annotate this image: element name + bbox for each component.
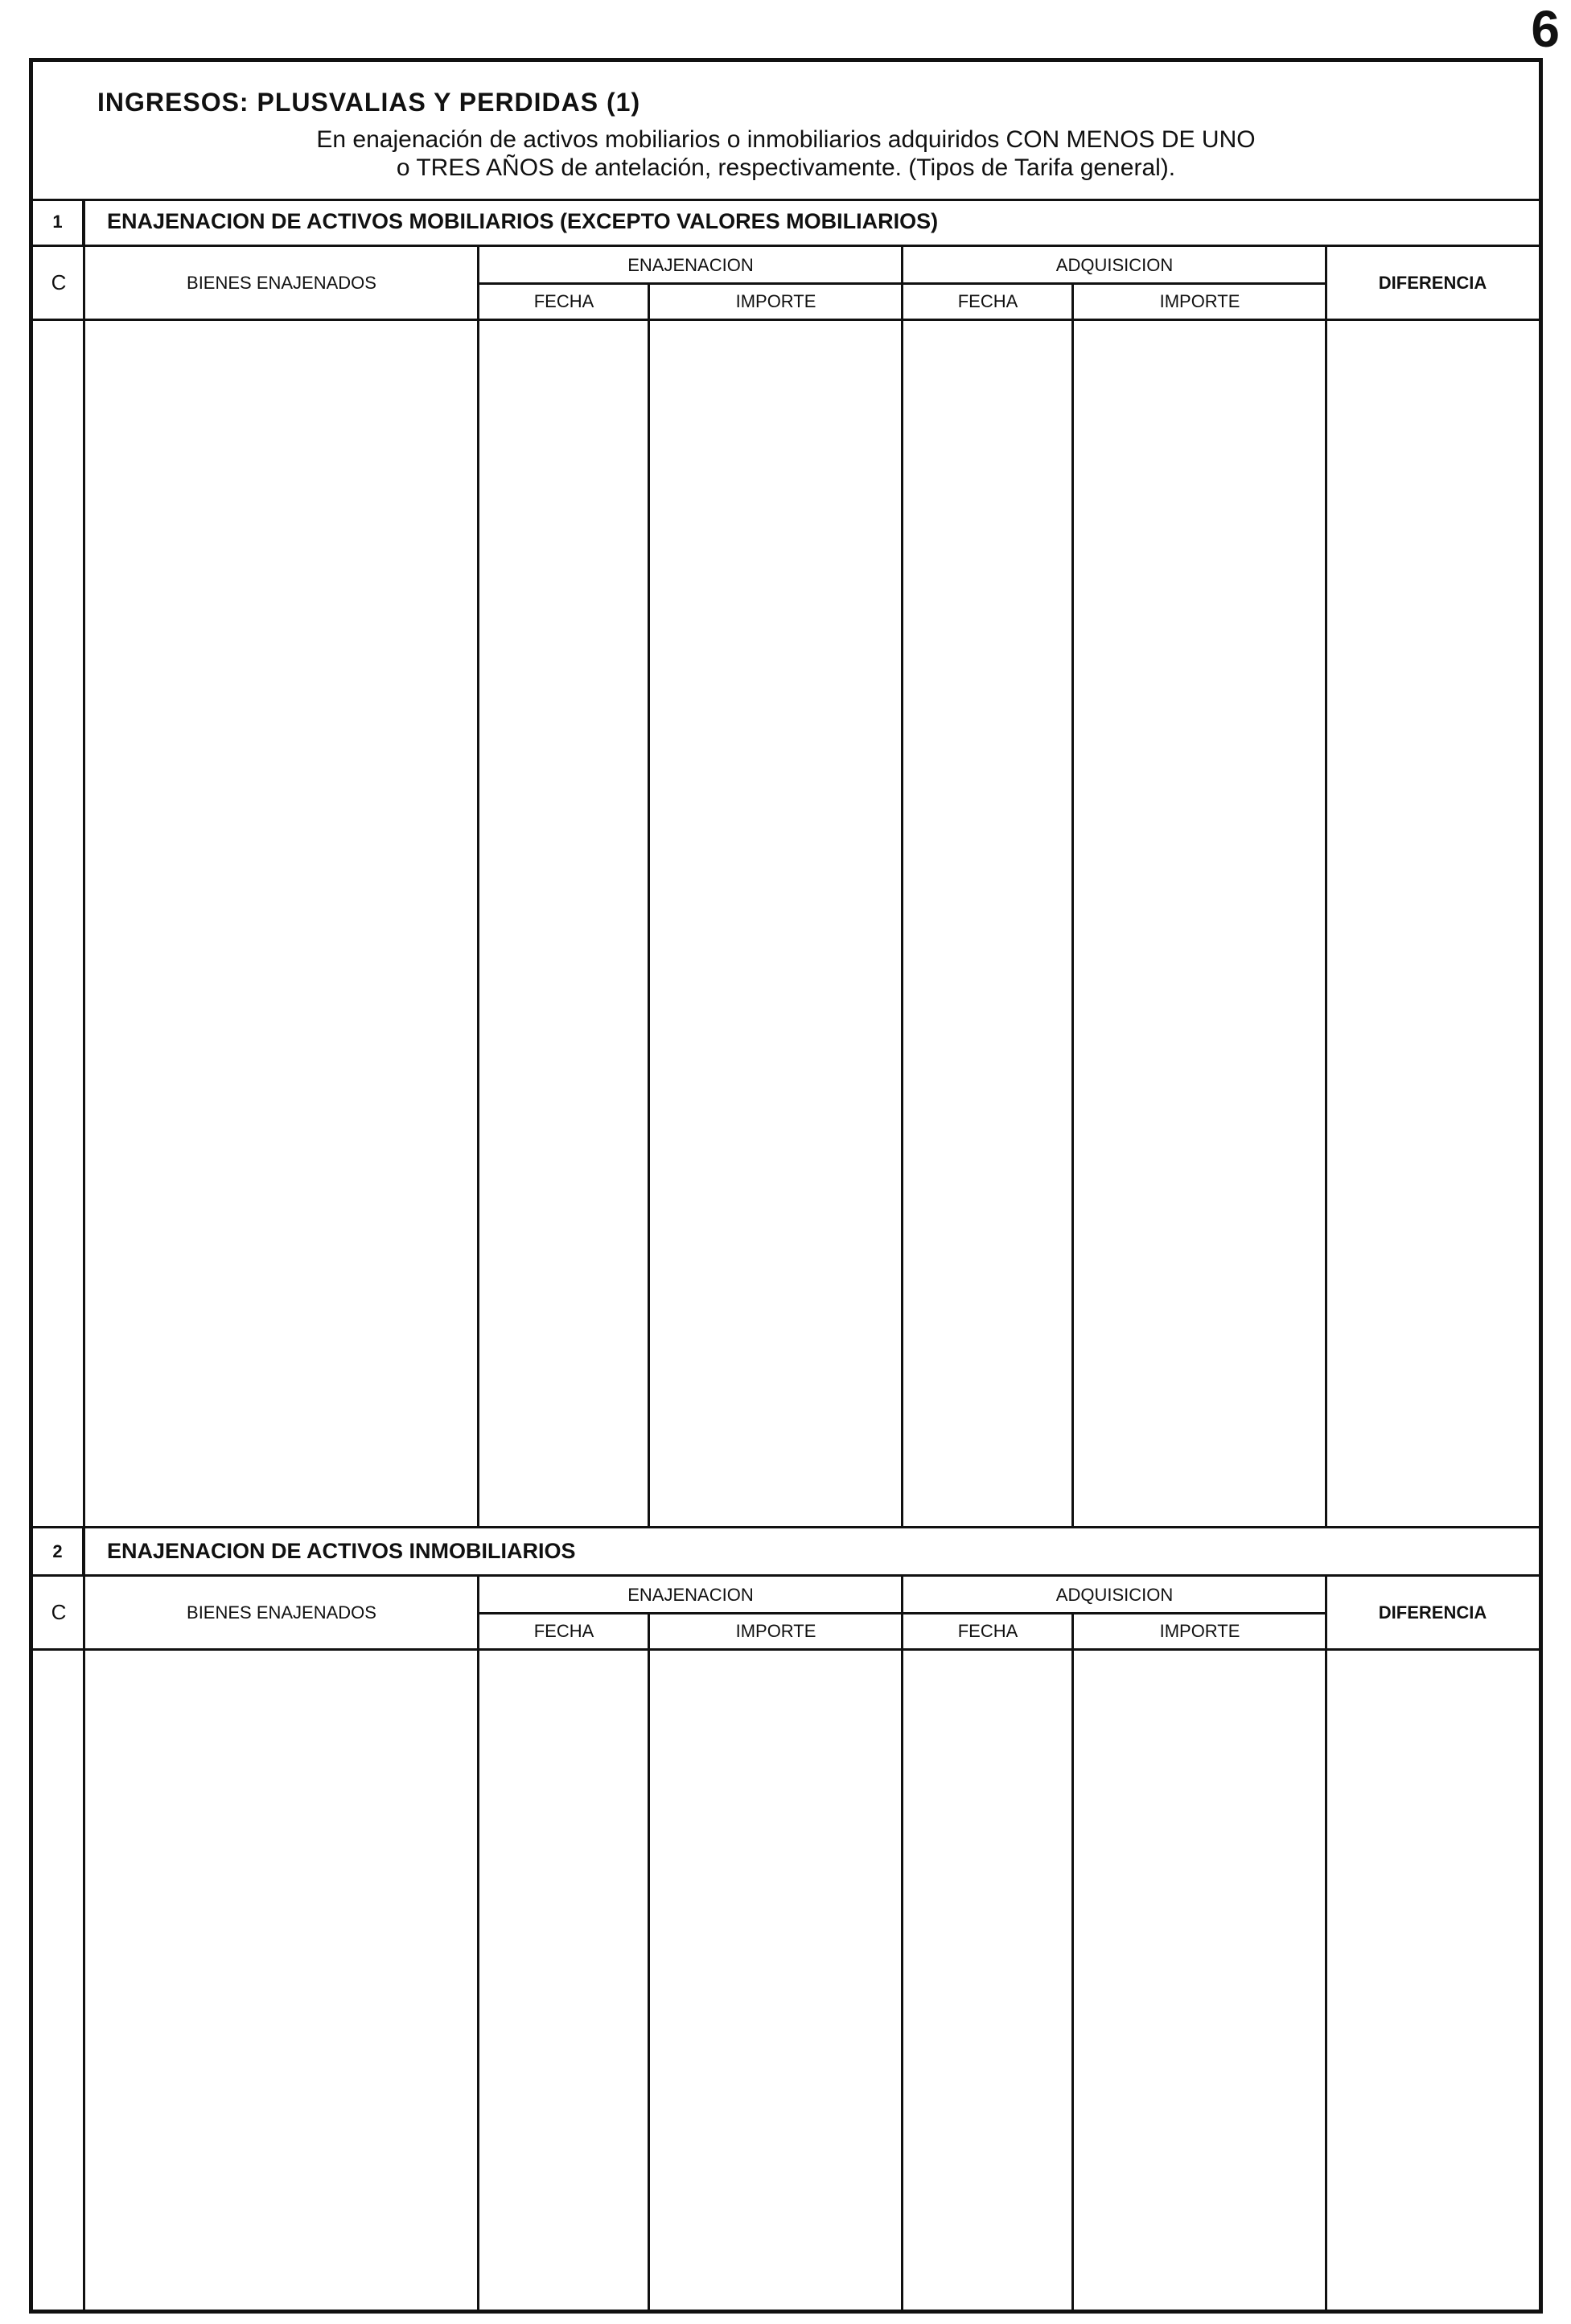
- section-2-title: ENAJENACION DE ACTIVOS INMOBILIARIOS: [107, 1539, 576, 1563]
- column-divider: [1071, 1614, 1074, 2310]
- column-divider: [477, 247, 479, 1526]
- column-divider: [1325, 247, 1327, 1526]
- column-divider: [901, 1577, 903, 2310]
- section-1-column-headers: [33, 247, 1539, 321]
- form-subtitle-line-2: o TRES AÑOS de antelación, respectivamente. (Tipos de Tarifa general).: [396, 154, 1176, 181]
- column-divider: [648, 1614, 650, 2310]
- section-1-number: 1: [33, 199, 84, 245]
- section-2-entry-area[interactable]: [33, 1651, 1539, 2310]
- column-divider: [83, 1528, 85, 2310]
- column-fecha-enajenacion-header: FECHA: [533, 1620, 594, 1641]
- column-importe-enajenacion-header: IMPORTE: [735, 1620, 816, 1641]
- column-importe-adquisicion-header: IMPORTE: [1159, 1620, 1240, 1641]
- column-fecha-adquisicion-header: FECHA: [957, 1620, 1018, 1641]
- section-1-title: ENAJENACION DE ACTIVOS MOBILIARIOS (EXCEPTO VALORES MOBILIARIOS): [107, 209, 939, 233]
- page-number: 6: [1531, 0, 1560, 58]
- form-subtitle-line-1: En enajenación de activos mobiliarios o inmobiliarios adquiridos CON MENOS DE UNO: [316, 126, 1256, 153]
- column-adquisicion-header: ADQUISICION: [1055, 255, 1174, 275]
- form-title: INGRESOS: PLUSVALIAS Y PERDIDAS (1): [97, 88, 641, 117]
- column-fecha-adquisicion-header: FECHA: [957, 290, 1018, 311]
- section-2: [33, 1528, 1539, 2310]
- section-1-entry-area[interactable]: [33, 321, 1539, 1526]
- column-enajenacion-header: ENAJENACION: [627, 255, 754, 275]
- column-diferencia-header: DIFERENCIA: [1378, 1602, 1487, 1623]
- column-adquisicion-header: ADQUISICION: [1055, 1585, 1174, 1605]
- column-importe-adquisicion-header: IMPORTE: [1159, 290, 1240, 311]
- column-divider: [83, 199, 85, 1526]
- section-2-number: 2: [33, 1528, 84, 1574]
- column-c-header: C: [51, 1600, 67, 1624]
- column-diferencia-header: DIFERENCIA: [1378, 272, 1487, 293]
- column-c-header: C: [51, 270, 67, 294]
- section-2-header: [33, 1528, 1539, 1577]
- form-header: [33, 62, 1539, 201]
- column-divider: [648, 284, 650, 1526]
- column-divider: [901, 247, 903, 1526]
- column-divider: [1071, 284, 1074, 1526]
- column-fecha-enajenacion-header: FECHA: [533, 290, 594, 311]
- column-importe-enajenacion-header: IMPORTE: [735, 290, 816, 311]
- column-bienes-header: BIENES ENAJENADOS: [187, 272, 376, 293]
- section-1: [33, 199, 1539, 1526]
- column-bienes-header: BIENES ENAJENADOS: [187, 1602, 376, 1623]
- column-divider: [477, 1577, 479, 2310]
- section-1-header: [33, 199, 1539, 247]
- tax-form: [29, 58, 1543, 2314]
- column-enajenacion-header: ENAJENACION: [627, 1585, 754, 1605]
- section-2-column-headers: [33, 1577, 1539, 1651]
- column-divider: [1325, 1577, 1327, 2310]
